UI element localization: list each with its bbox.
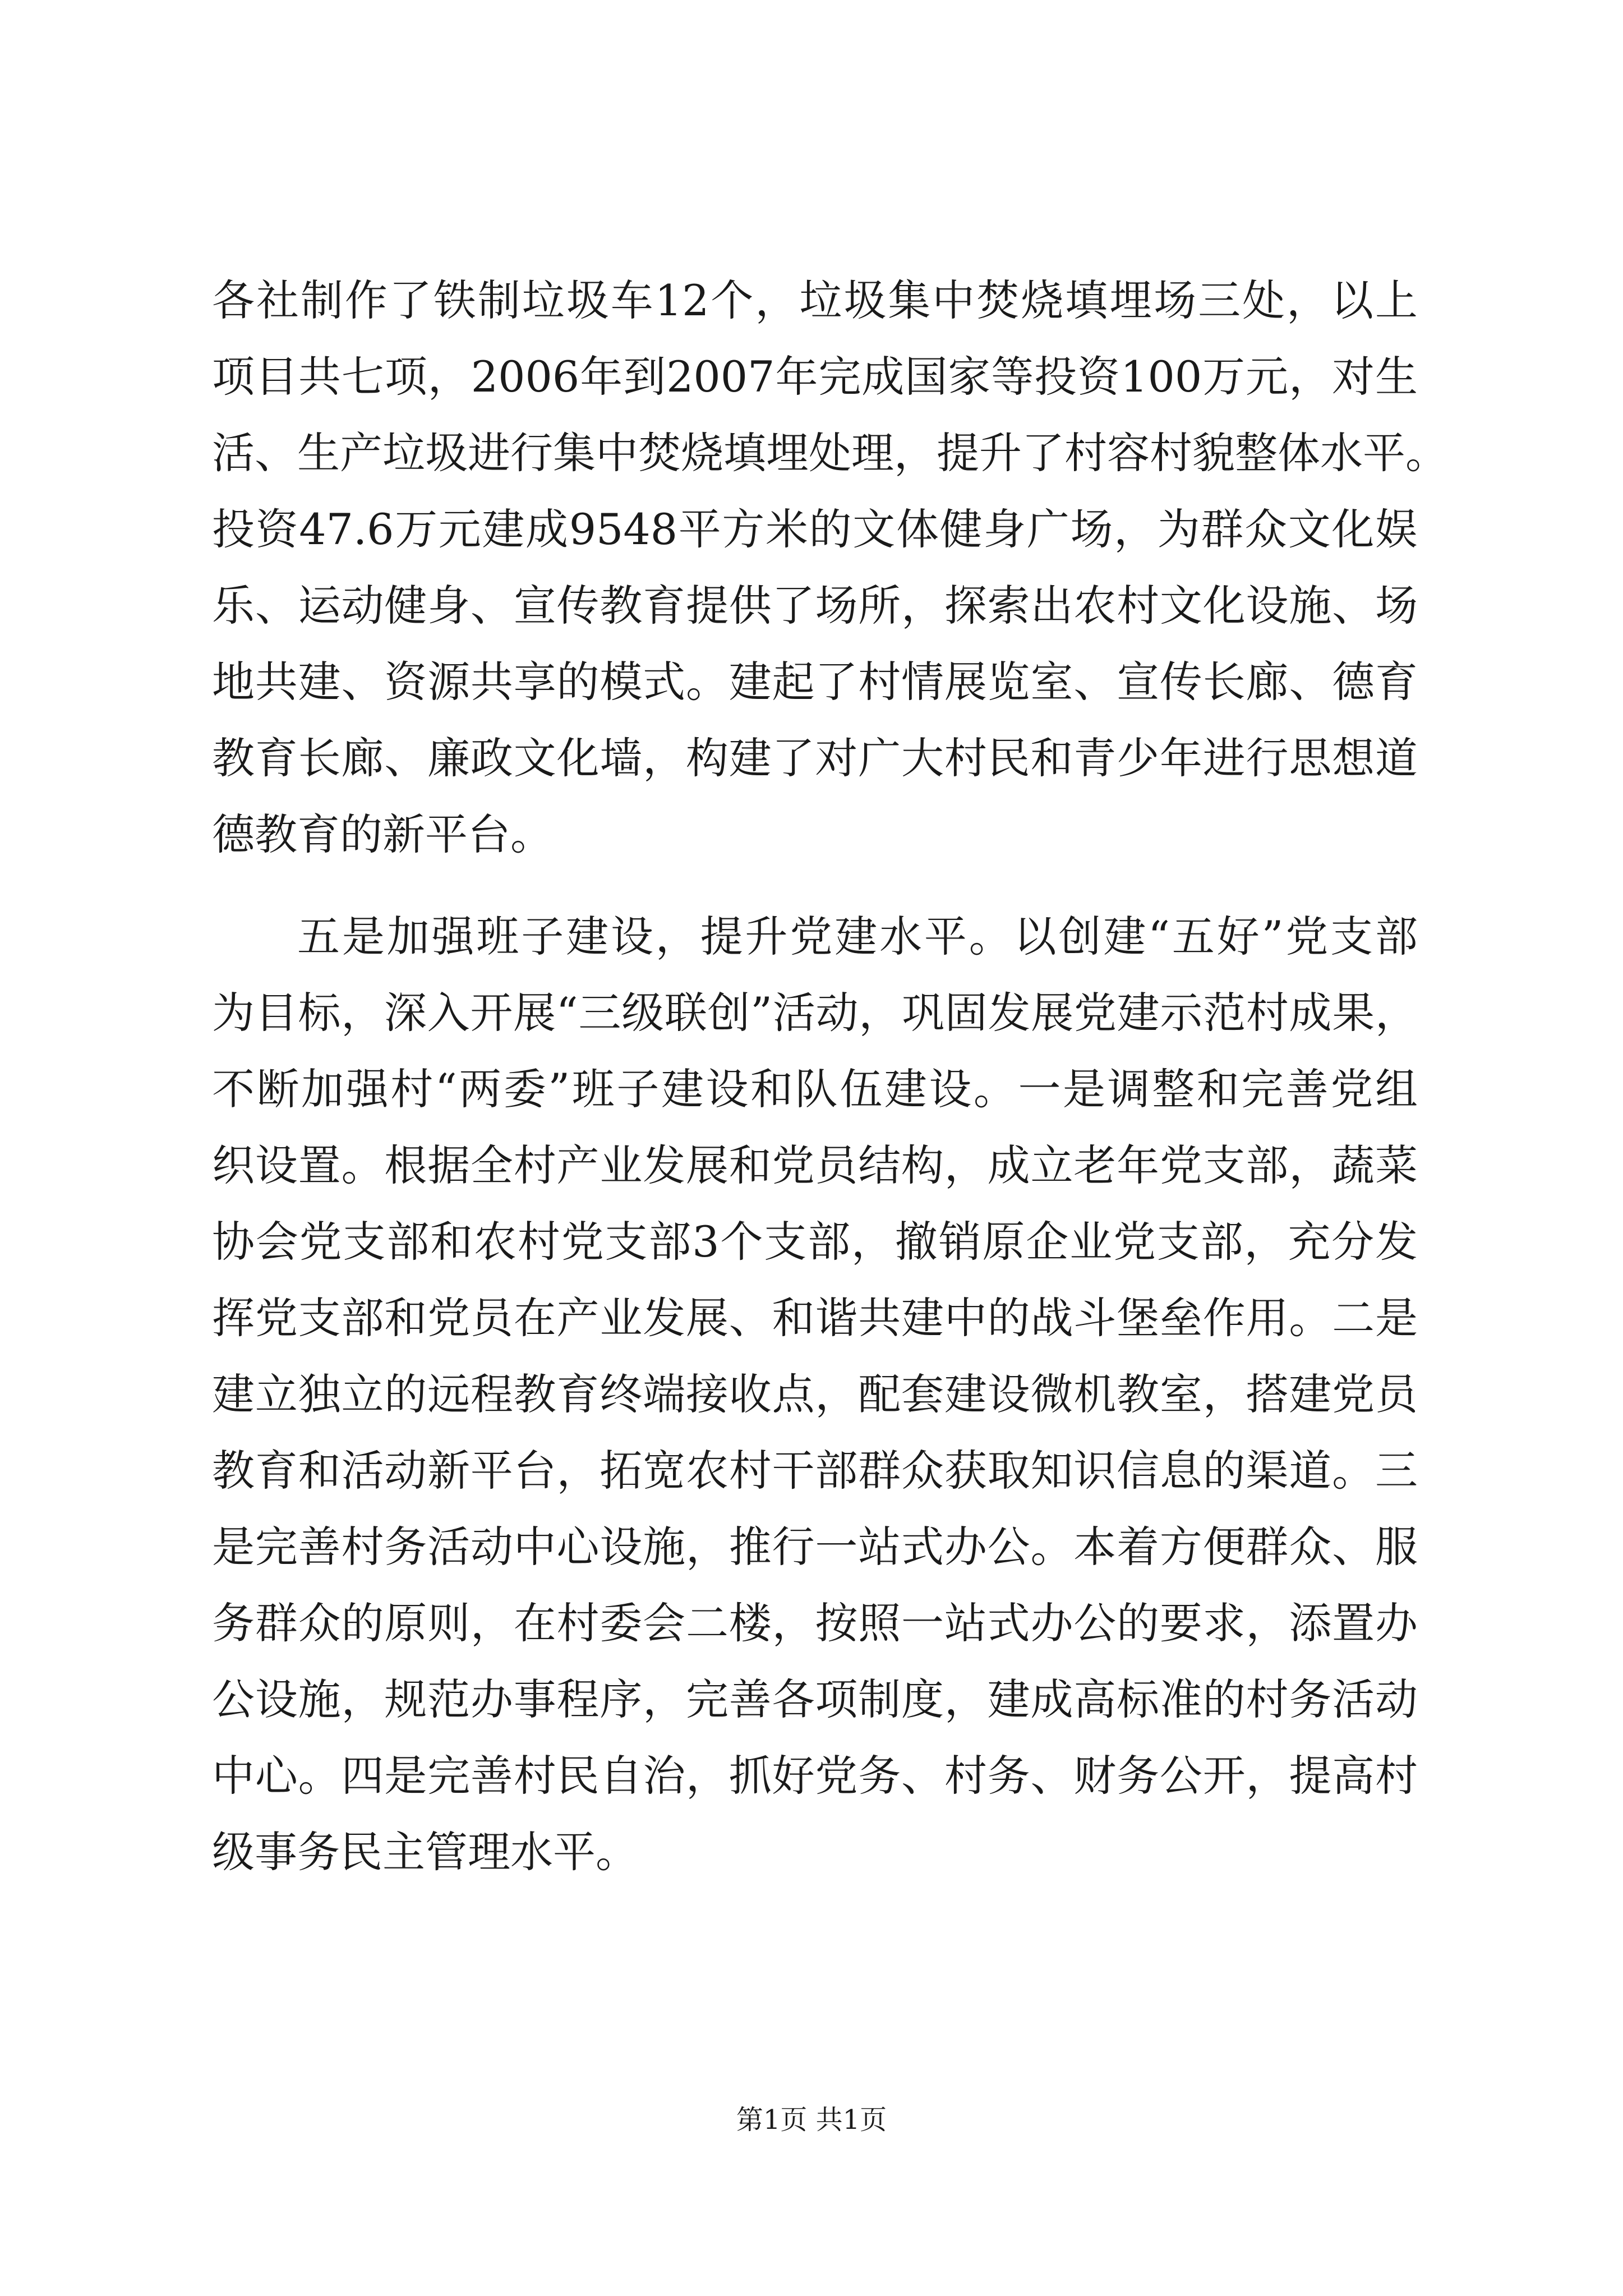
paragraph-1-line-2: 项目共七项，2006年到2007年完成国家等投资100万元，对生: [212, 352, 1418, 402]
paragraph-2-line-8: 教育和活动新平台，拓宽农村干部群众获取知识信息的渠道。三: [212, 1446, 1418, 1496]
paragraph-2-line-4: 织设置。根据全村产业发展和党员结构，成立老年党支部，蔬菜: [212, 1140, 1418, 1190]
paragraph-1-line-8: 德教育的新平台。: [212, 809, 553, 859]
paragraph-2-line-12: 中心。四是完善村民自治，抓好党务、村务、财务公开，提高村: [212, 1751, 1418, 1801]
paragraph-2-line-5: 协会党支部和农村党支部3个支部，撤销原企业党支部，充分发: [212, 1217, 1418, 1267]
page-footer: 第1页 共1页: [736, 2104, 887, 2136]
paragraph-2-line-3: 不断加强村“两委”班子建设和队伍建设。一是调整和完善党组: [212, 1064, 1418, 1114]
paragraph-2-line-10: 务群众的原则，在村委会二楼，按照一站式办公的要求，添置办: [212, 1598, 1418, 1648]
paragraph-2-line-11: 公设施，规范办事程序，完善各项制度，建成高标准的村务活动: [212, 1674, 1418, 1724]
document-body: [212, 263, 1448, 1890]
paragraph-1-line-4: 投资47.6万元建成9548平方米的文体健身广场，为群众文化娱: [212, 504, 1418, 554]
paragraph-spacer: [212, 873, 1418, 899]
paragraph-2-line-1: 五是加强班子建设，提升党建水平。以创建“五好”党支部: [297, 912, 1418, 961]
paragraph-1-line-7: 教育长廊、廉政文化墙，构建了对广大村民和青少年进行思想道: [212, 733, 1418, 783]
paragraph-2-line-6: 挥党支部和党员在产业发展、和谐共建中的战斗堡垒作用。二是: [212, 1293, 1418, 1343]
paragraph-2-line-2: 为目标，深入开展“三级联创”活动，巩固发展党建示范村成果，: [212, 988, 1418, 1038]
paragraph-1-line-3: 活、生产垃圾进行集中焚烧填埋处理，提升了村容村貌整体水平。: [212, 428, 1448, 478]
paragraph-1-line-1: 各社制作了铁制垃圾车12个，垃圾集中焚烧填埋场三处，以上: [212, 275, 1418, 325]
paragraph-1-line-5: 乐、运动健身、宣传教育提供了场所，探索出农村文化设施、场: [212, 581, 1418, 631]
paragraph-2-line-13: 级事务民主管理水平。: [212, 1827, 638, 1877]
paragraph-1-line-6: 地共建、资源共享的模式。建起了村情展览室、宣传长廊、德育: [212, 657, 1418, 707]
paragraph-2-line-7: 建立独立的远程教育终端接收点，配套建设微机教室，搭建党员: [212, 1369, 1418, 1419]
paragraph-2-line-9: 是完善村务活动中心设施，推行一站式办公。本着方便群众、服: [212, 1522, 1418, 1572]
